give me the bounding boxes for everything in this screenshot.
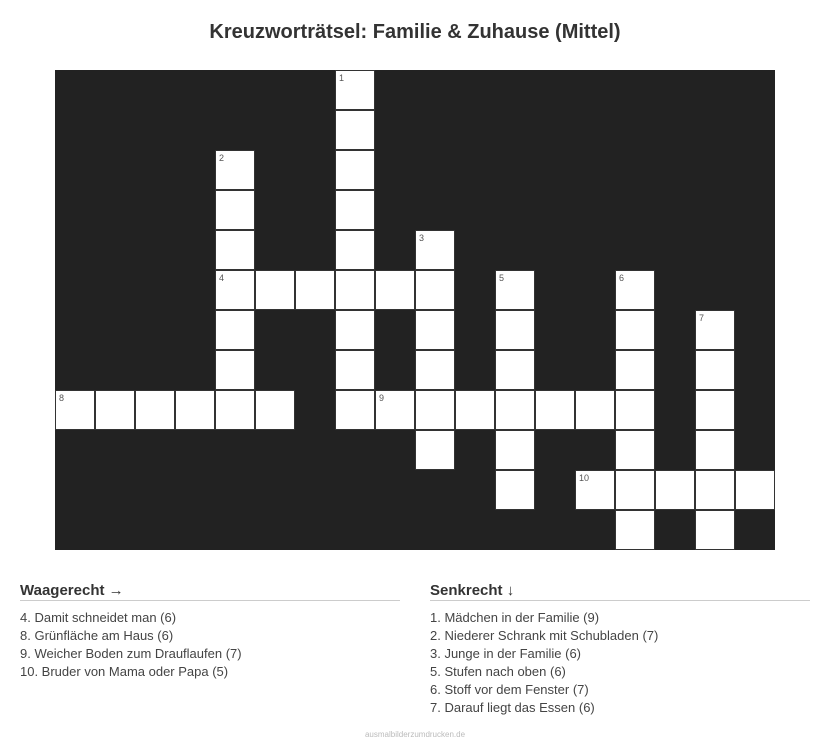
- crossword-cell[interactable]: [255, 390, 295, 430]
- down-clues: [430, 582, 810, 717]
- crossword-cell[interactable]: [95, 390, 135, 430]
- clue-number: 7: [699, 313, 705, 323]
- crossword-cell[interactable]: [495, 350, 535, 390]
- crossword-cell[interactable]: [135, 390, 175, 430]
- crossword-cell[interactable]: [615, 350, 655, 390]
- crossword-cell[interactable]: [495, 470, 535, 510]
- crossword-cell[interactable]: [215, 310, 255, 350]
- crossword-cell[interactable]: [215, 150, 255, 190]
- crossword-cell[interactable]: [415, 310, 455, 350]
- footer-credit: ausmalbilderzumdrucken.de: [364, 730, 466, 739]
- across-clue: 10. Bruder von Mama oder Papa (5): [20, 664, 229, 679]
- crossword-cell[interactable]: [415, 390, 455, 430]
- crossword-cell[interactable]: [695, 350, 735, 390]
- crossword-cell[interactable]: [695, 390, 735, 430]
- crossword-cell[interactable]: [655, 470, 695, 510]
- clue-number: 6: [619, 273, 625, 283]
- crossword-cell[interactable]: [495, 270, 535, 310]
- crossword-cell[interactable]: [255, 270, 295, 310]
- crossword-cell[interactable]: [455, 390, 495, 430]
- crossword-cell[interactable]: [615, 510, 655, 550]
- crossword-cell[interactable]: [335, 270, 375, 310]
- crossword-cell[interactable]: [215, 350, 255, 390]
- down-clue: 2. Niederer Schrank mit Schubladen (7): [430, 628, 659, 643]
- crossword-cell[interactable]: [415, 350, 455, 390]
- crossword-cell[interactable]: [695, 470, 735, 510]
- clue-number: 4: [219, 273, 225, 283]
- crossword-cell[interactable]: [375, 270, 415, 310]
- crossword-cell[interactable]: [55, 390, 95, 430]
- down-clue: 7. Darauf liegt das Essen (6): [430, 700, 595, 715]
- crossword-cell[interactable]: [295, 270, 335, 310]
- crossword-cell[interactable]: [335, 230, 375, 270]
- crossword-cell[interactable]: [335, 190, 375, 230]
- across-heading: Waagerecht →: [20, 582, 400, 601]
- crossword-cell[interactable]: [335, 110, 375, 150]
- crossword-cell[interactable]: [495, 390, 535, 430]
- crossword-cell[interactable]: [575, 390, 615, 430]
- crossword-cell[interactable]: [335, 310, 375, 350]
- crossword-grid: [55, 70, 775, 550]
- crossword-cell[interactable]: [215, 230, 255, 270]
- crossword-cell[interactable]: [495, 310, 535, 350]
- crossword-cell[interactable]: [535, 390, 575, 430]
- crossword-cell[interactable]: [695, 310, 735, 350]
- crossword-cell[interactable]: [335, 70, 375, 110]
- across-clue: 8. Grünfläche am Haus (6): [20, 628, 174, 643]
- crossword-cell[interactable]: [215, 270, 255, 310]
- clue-number: 9: [379, 393, 385, 403]
- across-clues: [20, 582, 400, 681]
- crossword-cell[interactable]: [695, 430, 735, 470]
- crossword-cell[interactable]: [335, 150, 375, 190]
- crossword-cell[interactable]: [215, 190, 255, 230]
- crossword-cell[interactable]: [215, 390, 255, 430]
- crossword-cell[interactable]: [695, 510, 735, 550]
- crossword-cell[interactable]: [335, 390, 375, 430]
- clue-number: 5: [499, 273, 505, 283]
- crossword-cell[interactable]: [615, 430, 655, 470]
- crossword-cell[interactable]: [615, 270, 655, 310]
- crossword-cell[interactable]: [495, 430, 535, 470]
- clue-number: 3: [419, 233, 425, 243]
- across-clue: 4. Damit schneidet man (6): [20, 610, 177, 625]
- crossword-cell[interactable]: [735, 470, 775, 510]
- clue-number: 2: [219, 153, 225, 163]
- crossword-cell[interactable]: [375, 390, 415, 430]
- down-clue: 5. Stufen nach oben (6): [430, 664, 566, 679]
- clue-number: 1: [339, 73, 345, 83]
- crossword-cell[interactable]: [615, 390, 655, 430]
- page-title: Kreuzworträtsel: Familie & Zuhause (Mittel): [209, 21, 621, 43]
- crossword-cell[interactable]: [335, 350, 375, 390]
- down-clue: 1. Mädchen in der Familie (9): [430, 610, 600, 625]
- down-heading: Senkrecht ↓: [430, 582, 810, 601]
- clue-number: 8: [59, 393, 65, 403]
- crossword-cell[interactable]: [175, 390, 215, 430]
- crossword-cell[interactable]: [415, 270, 455, 310]
- across-clue: 9. Weicher Boden zum Drauflaufen (7): [20, 646, 242, 661]
- crossword-cell[interactable]: [575, 470, 615, 510]
- down-clue: 6. Stoff vor dem Fenster (7): [430, 682, 589, 697]
- down-clue: 3. Junge in der Familie (6): [430, 646, 582, 661]
- crossword-cell[interactable]: [415, 230, 455, 270]
- crossword-cell[interactable]: [415, 430, 455, 470]
- crossword-cell[interactable]: [615, 470, 655, 510]
- clue-number: 10: [579, 473, 590, 483]
- crossword-cell[interactable]: [615, 310, 655, 350]
